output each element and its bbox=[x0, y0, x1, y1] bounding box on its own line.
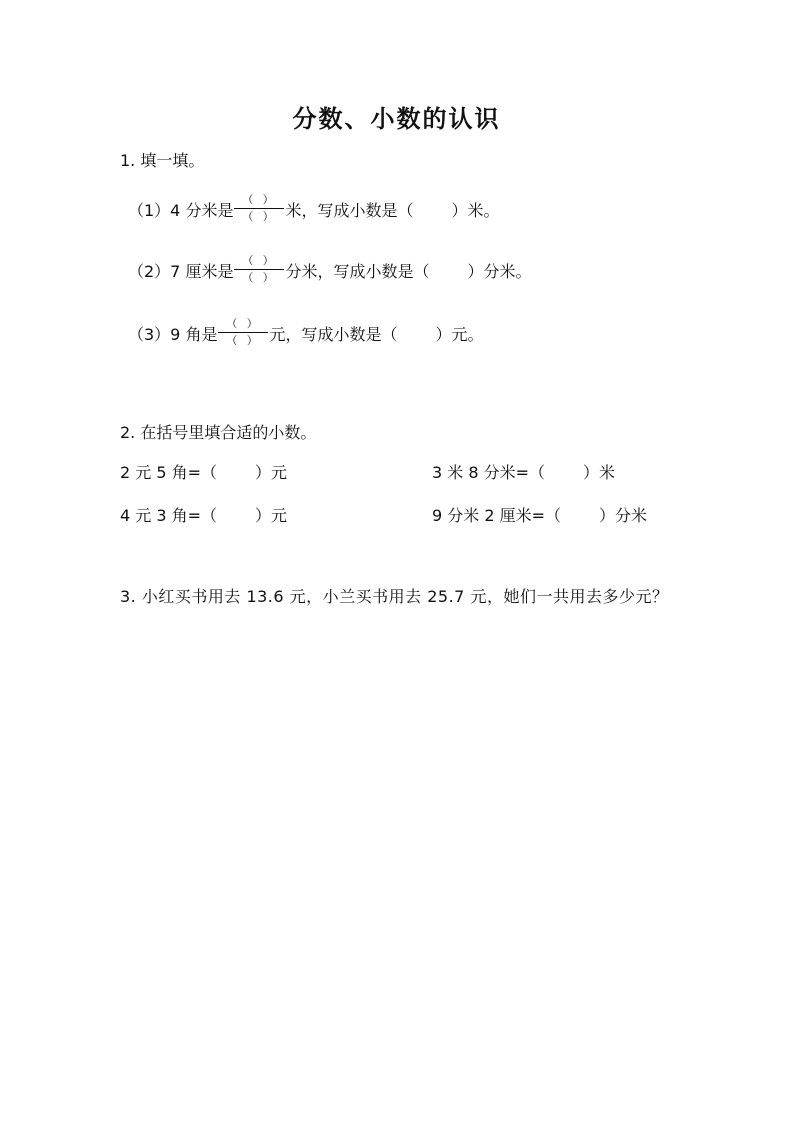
q1-item-3-suffix: ）元。 bbox=[435, 325, 484, 344]
question-2-heading: 2. 在括号里填合适的小数。 bbox=[120, 423, 317, 442]
denominator-blank[interactable]: （ ） bbox=[242, 271, 277, 284]
q2-item-1-suffix: ）元 bbox=[255, 463, 288, 482]
q2-item-2-suffix: ）米 bbox=[583, 463, 616, 482]
q2-item-4 bbox=[432, 503, 647, 526]
denominator-blank[interactable]: （ ） bbox=[242, 210, 277, 223]
page-title: 分数、小数的认识 bbox=[292, 105, 501, 133]
q1-item-1-mid: 米，写成小数是（ bbox=[285, 201, 414, 220]
q1-item-2-prefix: （2）7 厘米是 bbox=[128, 262, 234, 281]
q2-item-2-prefix: 3 米 8 分米=（ bbox=[432, 463, 546, 482]
q2-item-3-suffix: ）元 bbox=[255, 506, 288, 525]
q2-item-1-prefix: 2 元 5 角=（ bbox=[120, 463, 218, 482]
numerator-blank[interactable]: （ ） bbox=[242, 193, 277, 206]
q1-item-3 bbox=[128, 317, 483, 350]
q1-item-2-suffix: ）分米。 bbox=[467, 262, 532, 281]
denominator-blank[interactable]: （ ） bbox=[226, 334, 261, 347]
fraction-blank[interactable] bbox=[218, 316, 268, 349]
q1-item-2-mid: 分米，写成小数是（ bbox=[285, 262, 430, 281]
q1-item-1-suffix: ）米。 bbox=[451, 201, 500, 220]
numerator-blank[interactable]: （ ） bbox=[226, 317, 261, 330]
fraction-blank[interactable] bbox=[234, 192, 284, 225]
q2-item-3-prefix: 4 元 3 角=（ bbox=[120, 506, 218, 525]
q1-item-1 bbox=[128, 193, 499, 226]
question-1-heading: 1. 填一填。 bbox=[120, 151, 205, 170]
q1-item-1-prefix: （1）4 分米是 bbox=[128, 201, 234, 220]
numerator-blank[interactable]: （ ） bbox=[242, 254, 277, 267]
q1-item-2 bbox=[128, 254, 531, 287]
q2-item-2 bbox=[432, 460, 615, 483]
q2-item-1 bbox=[120, 460, 287, 483]
q2-item-4-suffix: ）分米 bbox=[599, 506, 648, 525]
q2-item-4-prefix: 9 分米 2 厘米=（ bbox=[432, 506, 562, 525]
q2-item-3 bbox=[120, 503, 287, 526]
q1-item-3-mid: 元，写成小数是（ bbox=[269, 325, 398, 344]
fraction-blank[interactable] bbox=[234, 253, 284, 286]
q1-item-3-prefix: （3）9 角是 bbox=[128, 325, 218, 344]
question-3: 3. 小红买书用去 13.6 元，小兰买书用去 25.7 元，她们一共用去多少元？ bbox=[120, 587, 669, 606]
